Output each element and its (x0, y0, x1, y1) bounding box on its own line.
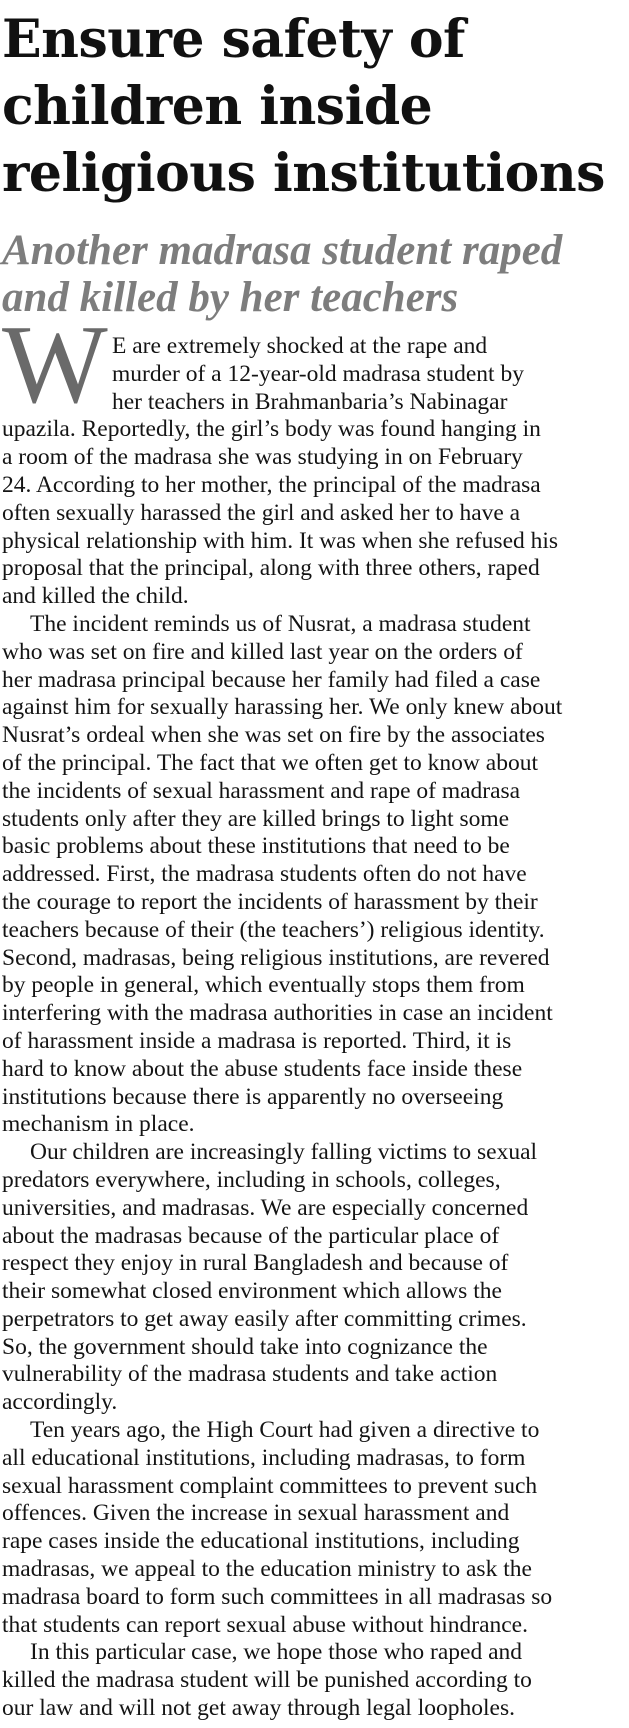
body-line: their somewhat closed environment which allows the (2, 1278, 502, 1305)
body-line: addressed. First, the madrasa students often do not have (2, 861, 527, 888)
body-line: accordingly. (2, 1389, 118, 1416)
body-line: 24. According to her mother, the principal of the madrasa (2, 471, 541, 498)
body-line: about the madrasas because of the particular place of (2, 1222, 500, 1249)
body-line: a room of the madrasa she was studying in on February (2, 444, 523, 471)
subheadline-line: Another madrasa student raped (2, 227, 563, 274)
body-line: interfering with the madrasa authorities in case an incident (2, 1000, 553, 1027)
body-line: and killed the child. (2, 583, 189, 610)
headline-line: children inside (2, 76, 433, 137)
body-line: rape cases inside the educational institutions, including (2, 1528, 520, 1555)
body-line: proposal that the principal, along with three others, raped (2, 555, 540, 582)
body-line: vulnerability of the madrasa students and take action (2, 1361, 498, 1388)
body-line: upazila. Reportedly, the girl’s body was found hanging in (2, 416, 541, 443)
body-line: basic problems about these institutions that need to be (2, 833, 510, 860)
body-line: offences. Given the increase in sexual harassment and (2, 1500, 510, 1527)
headline-line: religious institutions (2, 143, 605, 204)
body-line: teachers because of their (the teachers’) religious identity. (2, 916, 545, 943)
body-line: hard to know about the abuse students face inside these (2, 1055, 523, 1082)
body-line: madrasas, we appeal to the education ministry to ask the (2, 1556, 532, 1583)
body-line: respect they enjoy in rural Bangladesh and because of (2, 1250, 509, 1277)
body-line: institutions because there is apparently no overseeing (2, 1083, 504, 1110)
body-line: who was set on fire and killed last year on the orders of (2, 638, 523, 665)
body-line: Our children are increasingly falling victims to sexual (30, 1139, 538, 1166)
body-line: Nusrat’s ordeal when she was set on fire by the associates (2, 722, 545, 749)
body-line: mechanism in place. (2, 1111, 195, 1138)
body-line: against him for sexually harassing her. We only knew about (2, 694, 563, 721)
body-line: So, the government should take into cognizance the (2, 1333, 488, 1360)
body-line: In this particular case, we hope those who raped and (30, 1639, 523, 1666)
body-line: Second, madrasas, being religious institutions, are revered (2, 944, 550, 971)
article-body (2, 333, 627, 1723)
body-line: Ten years ago, the High Court had given a directive to (30, 1417, 540, 1444)
body-line: her madrasa principal because her family had filed a case (2, 666, 541, 693)
body-line: of the principal. The fact that we often get to know about (2, 749, 538, 776)
body-line: universities, and madrasas. We are especially concerned (2, 1194, 529, 1221)
body-line: physical relationship with him. It was when she refused his (2, 527, 559, 554)
body-line: by people in general, which eventually stops them from (2, 972, 525, 999)
headline-line: Ensure safety of (2, 9, 465, 70)
subheadline-line: and killed by her teachers (2, 274, 459, 321)
body-line: our law and will not get away through legal loopholes. (2, 1695, 515, 1722)
body-line: her teachers in Brahmanbaria’s Nabinagar (112, 388, 508, 415)
headline (2, 6, 627, 207)
body-line: predators everywhere, including in schools, colleges, (2, 1166, 501, 1193)
body-line: E are extremely shocked at the rape and (112, 333, 488, 359)
body-line: perpetrators to get away easily after committing crimes. (2, 1305, 527, 1332)
body-line: The incident reminds us of Nusrat, a madrasa student (30, 610, 531, 637)
body-line: that students can report sexual abuse without hindrance. (2, 1611, 528, 1638)
drop-cap: W (2, 303, 108, 427)
body-line: all educational institutions, including madrasas, to form (2, 1444, 526, 1471)
body-line: the incidents of sexual harassment and rape of madrasa (2, 777, 521, 804)
body-line: students only after they are killed brings to light some (2, 805, 510, 832)
body-line: madrasa board to form such committees in all madrasas so (2, 1583, 553, 1610)
body-line: killed the madrasa student will be punished according to (2, 1667, 532, 1694)
body-line: murder of a 12-year-old madrasa student by (112, 360, 524, 387)
body-line: sexual harassment complaint committees to prevent such (2, 1472, 538, 1499)
body-line: the courage to report the incidents of harassment by their (2, 888, 538, 915)
body-line: often sexually harassed the girl and asked her to have a (2, 499, 521, 526)
body-line: of harassment inside a madrasa is reported. Third, it is (2, 1027, 512, 1054)
